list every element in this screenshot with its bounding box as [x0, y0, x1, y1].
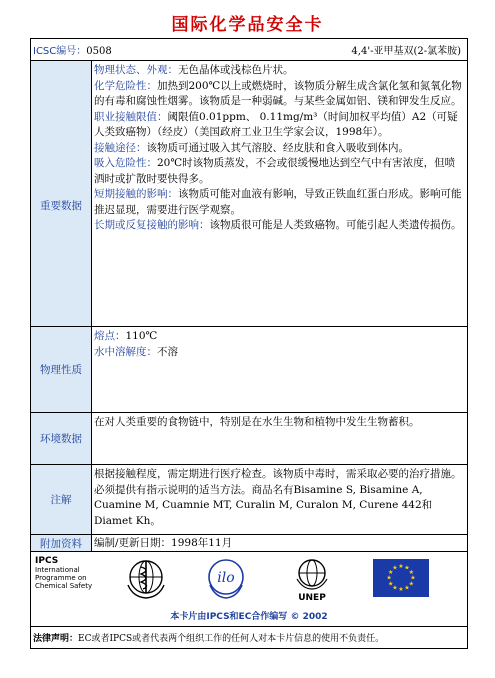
item-chemical-hazard: [94, 79, 464, 110]
important-data-section: [31, 61, 467, 350]
item-value: 不溶: [157, 345, 178, 358]
svg-text:★: ★: [398, 563, 404, 570]
ilo-logo-icon: [203, 555, 249, 601]
ipcs-line-3: Chemical Safety: [35, 582, 93, 590]
item-value: 该物质可通过吸入其气溶胶、经皮肤和食入吸收到体内。: [146, 141, 409, 154]
item-value: 该物质很可能是人类致癌物。可能引起人类遗传损伤。: [209, 219, 462, 231]
item-physical-state: [94, 63, 464, 79]
item-value: 110℃: [125, 330, 158, 342]
extra-section: [31, 534, 467, 551]
svg-text:★: ★: [386, 574, 392, 582]
svg-text:★: ★: [392, 584, 398, 592]
card-header: [31, 39, 467, 61]
svg-text:★: ★: [392, 564, 398, 572]
legal-statement: [31, 626, 467, 648]
notes-content: 根据接触程度，需定期进行医疗检查。该物质中毒时，需采取必要的治疗措施。必须提供有指示说明的适当方法。商品名有Bisamine S, Bisamine A, Cuamine M, Cuamnie MT, Curalin M, Curalon M, Curene 442和 Diamet Kh。: [94, 468, 462, 527]
ipcs-line-1: International: [35, 566, 80, 574]
item-value: 阈限值0.01ppm、 0.11mg/m³（时间加权平均值）A2（可疑人类致癌物）（经皮）（美国政府工业卫生学家会议，1998年）。: [94, 110, 458, 138]
footer-logos: [31, 551, 467, 627]
safety-card: [30, 38, 468, 649]
item-key: 职业接触限值：: [94, 110, 168, 123]
ilo-logo-text: ilo: [217, 570, 235, 586]
svg-text:★: ★: [388, 568, 394, 576]
svg-text:★: ★: [408, 580, 414, 588]
item-key: 长期或反复接触的影响：: [94, 219, 210, 231]
physical-content: [92, 327, 467, 412]
environment-section: [31, 412, 467, 464]
svg-text:★: ★: [408, 568, 414, 576]
item-exposure-limits: [94, 110, 464, 141]
svg-text:★: ★: [404, 584, 410, 592]
item-key: 短期接触的影响：: [94, 188, 178, 200]
environment-label: 环境数据: [31, 413, 92, 464]
icsc-number: 0508: [86, 46, 112, 57]
item-short-term: [94, 187, 464, 218]
item-key: 物理状态、外观：: [94, 64, 178, 76]
icsc-number-line: [33, 42, 112, 57]
physical-section: [31, 326, 467, 412]
item-key: 熔点：: [94, 330, 126, 342]
item-value: 无色晶体或浅棕色片状。: [178, 64, 294, 76]
item-key: 吸入危险性：: [94, 157, 157, 169]
chemical-name: 4,4'-亚甲基双(2-氯苯胺): [351, 46, 461, 57]
item-solubility: [94, 345, 464, 361]
notes-label: 注解: [31, 465, 92, 534]
card-title: 国际化学品安全卡: [171, 15, 324, 35]
footer-credit: 本卡片由IPCS和EC合作编写 © 2002: [170, 612, 328, 622]
physical-label: 物理性质: [31, 327, 92, 412]
item-key: 接触途径：: [94, 141, 147, 154]
important-data-label: 重要数据: [31, 61, 92, 350]
notes-section: [31, 464, 467, 534]
item-long-term: [94, 218, 464, 234]
item-key: 水中溶解度：: [94, 345, 157, 358]
important-data-content: [92, 61, 467, 350]
item-value: 加热到200℃以上或燃烧时，该物质分解生成含氯化氢和氮氧化物的有毒和腐蚀性烟雾。该物质是一种弱碱。与某些金属如铝、镁和钾发生反应。: [94, 79, 462, 107]
unep-logo-text: UNEP: [298, 593, 326, 601]
ipcs-acronym: IPCS: [35, 556, 59, 566]
svg-text:★: ★: [398, 586, 404, 594]
icsc-label: ICSC编号：: [33, 46, 87, 57]
environment-content: 在对人类重要的食物链中，特别是在水生生物和植物中发生生物蓄积。: [94, 416, 420, 428]
legal-key: 法律声明：: [33, 634, 79, 644]
item-key: 化学危险性：: [94, 79, 157, 92]
unep-logo-icon: [289, 555, 335, 601]
item-melting-point: [94, 329, 464, 345]
extra-content: 编制/更新日期：1998年11月: [94, 537, 233, 549]
svg-text:★: ★: [388, 580, 394, 588]
eu-flag-icon: [373, 559, 429, 597]
ipcs-line-2: Programme on: [35, 574, 87, 582]
who-logo-icon: [123, 555, 169, 601]
extra-label: 附加资料: [31, 535, 92, 551]
item-value: 该物质可能对血液有影响，导致正铁血红蛋白形成。影响可能推迟显现，需要进行医学观察。: [94, 188, 462, 216]
item-value: 20℃时该物质蒸发，不会或很缓慢地达到空气中有害浓度，但喷洒时或扩散时要快得多。: [94, 157, 456, 185]
svg-text:★: ★: [404, 564, 410, 572]
ipcs-logo-text: [35, 557, 92, 590]
legal-text: EC或者IPCS或者代表两个组织工作的任何人对本卡片信息的使用不负责任。: [78, 634, 385, 644]
item-routes: [94, 141, 464, 157]
item-inhalation: [94, 156, 464, 187]
svg-text:★: ★: [410, 574, 416, 582]
